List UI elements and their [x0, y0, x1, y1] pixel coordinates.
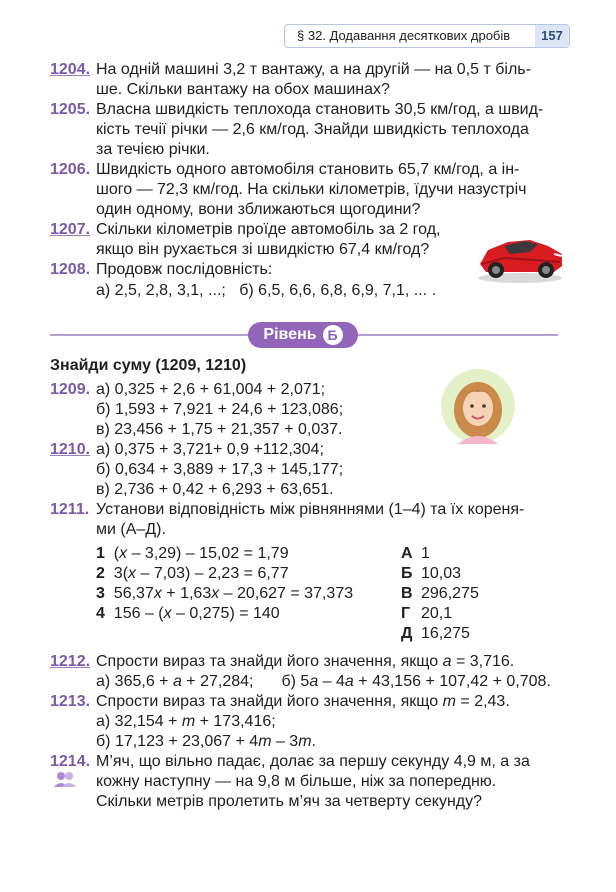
- exercise-1213-line1: 1213. Спрости вираз та знайди його значення, якщо m = 2,43.: [50, 693, 510, 710]
- exercise-1206-line3: один одному, вони зближаються щогодини?: [96, 201, 421, 218]
- exercise-1209-c: в) 23,456 + 1,75 + 21,357 + 0,037.: [96, 421, 343, 438]
- root-e: Д 16,275: [401, 625, 470, 642]
- root-c: В 296,275: [401, 585, 479, 602]
- exercise-1209-a: 1209. а) 0,325 + 2,6 + 61,004 + 2,071;: [50, 381, 326, 398]
- exercise-number: 1207.: [50, 221, 91, 238]
- exercise-number: 1205.: [50, 101, 91, 118]
- task-heading: Знайди суму (1209, 1210): [50, 357, 247, 374]
- exercise-1211-line2: ми (А–Д).: [96, 521, 166, 538]
- exercise-number: 1210.: [50, 441, 91, 458]
- equation-2: 2 3(x – 7,03) – 2,23 = 6,77: [96, 565, 289, 582]
- exercise-1206-line2: шого — 72,3 км/год. На скільки кілометрів, їдучи назустріч: [96, 181, 527, 198]
- exercise-number: 1214.: [50, 753, 91, 770]
- girl-portrait-icon: [440, 368, 516, 444]
- exercise-1204-line1: 1204. На одній машині 3,2 т вантажу, а на другій — на 0,5 т біль-: [50, 61, 531, 78]
- root-b: Б 10,03: [401, 565, 462, 582]
- exercise-1210-b: б) 0,634 + 3,889 + 17,3 + 145,177;: [96, 461, 344, 478]
- exercise-1207-line2: якщо він рухається зі швидкістю 67,4 км/год?: [96, 241, 430, 258]
- exercise-1210-c: в) 2,736 + 0,42 + 6,293 + 63,651.: [96, 481, 334, 498]
- exercise-1214-line2: кожну наступну — на 9,8 м більше, ніж за попередню.: [96, 773, 497, 790]
- exercise-number: 1211.: [50, 501, 90, 518]
- exercise-1212-line2: а) 365,6 + a + 27,284; б) 5a – 4a + 43,156 + 107,42 + 0,708.: [96, 673, 551, 690]
- equation-3: 3 56,37x + 1,63x – 20,627 = 37,373: [96, 585, 354, 602]
- page-number: 157: [535, 25, 569, 47]
- level-label: Рівень: [263, 326, 317, 343]
- exercise-1208-line1: 1208. Продовж послідовність:: [50, 261, 273, 278]
- exercise-1212-line1: 1212. Спрости вираз та знайди його значення, якщо a = 3,716.: [50, 653, 515, 670]
- exercise-1214-line1: 1214. М’яч, що вільно падає, долає за першу секунду 4,9 м, а за: [50, 753, 530, 770]
- exercise-1205-line3: за течією річки.: [96, 141, 210, 158]
- exercise-number: 1209.: [50, 381, 91, 398]
- root-a: А 1: [401, 545, 430, 562]
- exercise-1214-line3: Скільки метрів пролетить м’яч за четверту секунду?: [96, 793, 483, 810]
- sports-car-icon: [474, 220, 566, 286]
- exercise-1204-line2: ше. Скільки вантажу на обох машинах?: [96, 81, 390, 98]
- exercise-1205-line1: 1205. Власна швидкість теплохода становить 30,5 км/год, а швид-: [50, 101, 544, 118]
- exercise-1207-line1: 1207. Скільки кілометрів проїде автомобіль за 2 год,: [50, 221, 441, 238]
- exercise-1206-line1: 1206. Швидкість одного автомобіля становить 65,7 км/год, а ін-: [50, 161, 520, 178]
- exercise-number: 1213.: [50, 693, 91, 710]
- exercise-1205-line2: кість течії річки — 2,6 км/год. Знайди швидкість теплохода: [96, 121, 529, 138]
- pair-work-icon: [52, 770, 78, 788]
- root-d: Г 20,1: [401, 605, 453, 622]
- equation-4: 4 156 – (x – 0,275) = 140: [96, 605, 280, 622]
- equation-1: 1 (x – 3,29) – 15,02 = 1,79: [96, 545, 289, 562]
- exercise-number: 1204.: [50, 61, 91, 78]
- level-letter: Б: [323, 325, 343, 345]
- exercise-1211-line1: 1211. Установи відповідність між рівняннями (1–4) та їх кореня-: [50, 501, 525, 518]
- exercise-1213-b: б) 17,123 + 23,067 + 4m – 3m.: [96, 733, 316, 750]
- exercise-1210-a: 1210. а) 0,375 + 3,721+ 0,9 +112,304;: [50, 441, 324, 458]
- exercise-1208-line2: а) 2,5, 2,8, 3,1, ...; б) 6,5, 6,6, 6,8, 6,9, 7,1, ... .: [96, 282, 437, 299]
- exercise-number: 1206.: [50, 161, 91, 178]
- section-title: § 32. Додавання десяткових дробів: [297, 28, 511, 43]
- page-header: [284, 24, 570, 48]
- exercise-number: 1208.: [50, 261, 91, 278]
- exercise-number: 1212.: [50, 653, 91, 670]
- exercise-1209-b: б) 1,593 + 7,921 + 24,6 + 123,086;: [96, 401, 344, 418]
- exercise-1213-a: а) 32,154 + m + 173,416;: [96, 713, 276, 730]
- level-badge: [248, 322, 358, 348]
